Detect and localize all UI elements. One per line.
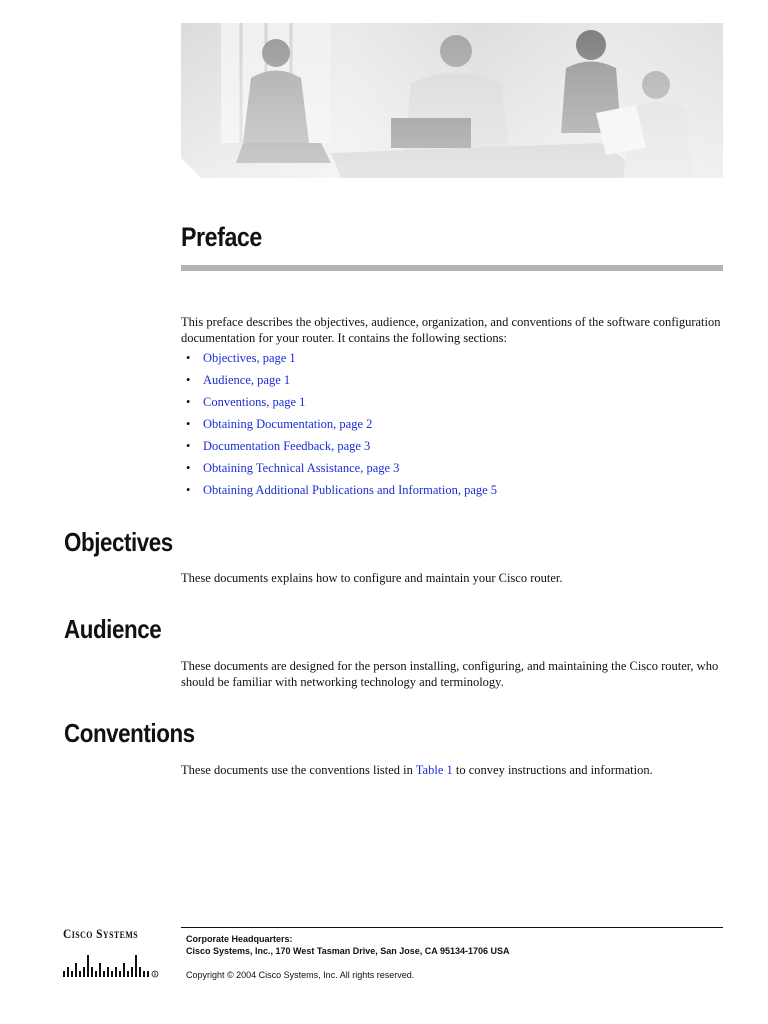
banner-photo (181, 23, 723, 178)
footer-rule (181, 927, 723, 928)
conventions-text-after: to convey instructions and information. (452, 763, 653, 777)
list-item (186, 460, 497, 482)
title-rule (181, 265, 723, 271)
toc-link-documentation-feedback[interactable]: Documentation Feedback, page 3 (203, 439, 371, 453)
section-list (186, 350, 497, 504)
toc-link-objectives[interactable]: Objectives, page 1 (203, 351, 296, 365)
copyright: Copyright © 2004 Cisco Systems, Inc. All rights reserved. (186, 970, 415, 980)
bullet-icon: • (186, 483, 191, 497)
hq-label: Corporate Headquarters: (186, 934, 293, 944)
list-item (186, 350, 497, 372)
list-item (186, 372, 497, 394)
table-1-link[interactable]: Table 1 (415, 763, 453, 777)
cisco-bridge-logo-icon (63, 947, 159, 979)
svg-text:R: R (153, 972, 157, 977)
list-item (186, 416, 497, 438)
cisco-logo-text: Cisco Systems (63, 926, 139, 941)
bullet-icon: • (186, 395, 191, 409)
toc-link-conventions[interactable]: Conventions, page 1 (203, 395, 306, 409)
list-item (186, 482, 497, 504)
toc-link-additional-publications[interactable]: Obtaining Additional Publications and Information, page 5 (203, 483, 498, 497)
page-title: Preface (181, 222, 262, 252)
conventions-text (181, 762, 726, 778)
bullet-icon: • (186, 461, 191, 475)
hq-address: Cisco Systems, Inc., 170 West Tasman Drive, San Jose, CA 95134-1706 USA (186, 946, 510, 956)
list-item (186, 438, 497, 460)
intro-paragraph: This preface describes the objectives, audience, organization, and conventions of the software configuration documentation for your router. It contains the following sections: (181, 315, 721, 345)
toc-link-technical-assistance[interactable]: Obtaining Technical Assistance, page 3 (203, 461, 400, 475)
toc-link-obtaining-documentation[interactable]: Obtaining Documentation, page 2 (203, 417, 373, 431)
objectives-heading: Objectives (64, 527, 173, 557)
bullet-icon: • (186, 373, 191, 387)
bullet-icon: • (186, 351, 191, 365)
bullet-icon: • (186, 439, 191, 453)
audience-heading: Audience (64, 614, 162, 644)
toc-link-audience[interactable]: Audience, page 1 (203, 373, 291, 387)
list-item (186, 394, 497, 416)
objectives-text: These documents explains how to configure and maintain your Cisco router. (181, 571, 563, 585)
bullet-icon: • (186, 417, 191, 431)
conventions-text-before: These documents use the conventions listed in (181, 763, 416, 777)
audience-text: These documents are designed for the person installing, configuring, and maintaining the Cisco router, who should be familiar with networking technology and terminology. (181, 659, 719, 689)
conventions-heading: Conventions (64, 718, 195, 748)
